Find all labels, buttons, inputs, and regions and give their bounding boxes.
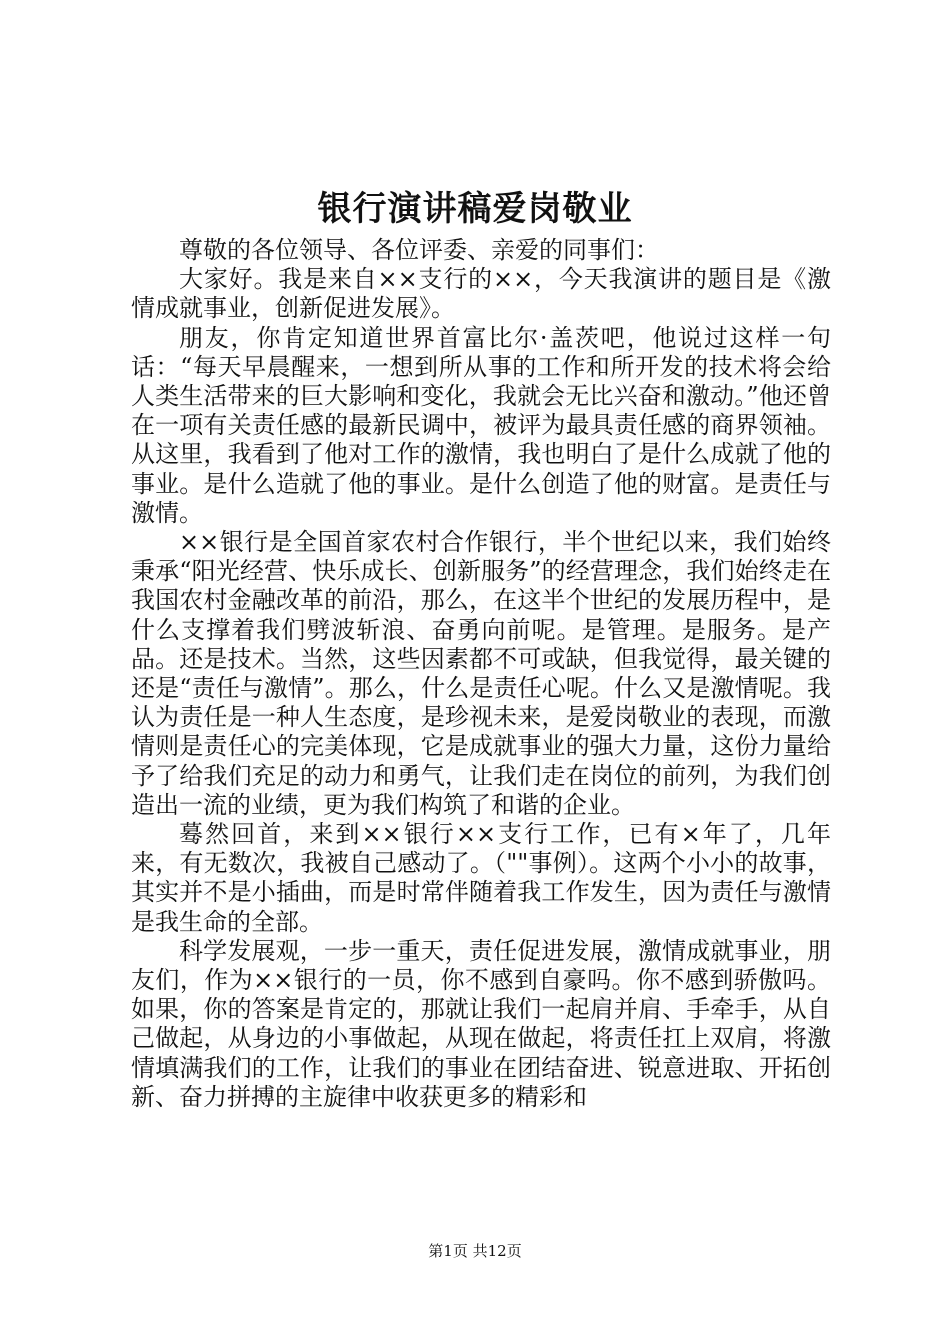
body-paragraph: ××银行是全国首家农村合作银行，半个世纪以来，我们始终秉承“阳光经营、快乐成长、创新服务”的经营理念，我们始终走在我国农村金融改革的前沿，那么，在这半个世纪的发展历程中，是什么支撑着我们劈波斩浪、奋勇向前呢。是管理。是服务。是产品。还是技术。当然，这些因素都不可或缺，但我觉得，最关键的还是“责任与激情”。那么，什么是责任心呢。什么又是激情呢。我认为责任是一种人生态度，是珍视未来，是爱岗敬业的表现，而激情则是责任心的完美体现，它是成就事业的强大力量，这份力量给予了给我们充足的动力和勇气，让我们走在岗位的前列，为我们创造出一流的业绩，更为我们构筑了和谐的企业。 <box>131 528 831 819</box>
document-body <box>131 236 831 1112</box>
page-number-footer: 第1页 共12页 <box>428 1242 522 1260</box>
body-paragraph: 朋友，你肯定知道世界首富比尔·盖茨吧，他说过这样一句话：“每天早晨醒来，一想到所从事的工作和所开发的技术将会给人类生活带来的巨大影响和变化，我就会无比兴奋和激动。”他还曾在一项有关责任感的最新民调中，被评为最具责任感的商界领袖。从这里，我看到了他对工作的激情，我也明白了是什么成就了他的事业。是什么造就了他的事业。是什么创造了他的财富。是责任与激情。 <box>131 323 831 527</box>
document-title: 银行演讲稿爱岗敬业 <box>317 189 633 229</box>
body-paragraph: 大家好。我是来自××支行的××，今天我演讲的题目是《激情成就事业，创新促进发展》。 <box>131 265 831 323</box>
body-paragraph: 蓦然回首，来到××银行××支行工作，已有×年了，几年来，有无数次，我被自己感动了。（""事例）。这两个小小的故事，其实并不是小插曲，而是时常伴随着我工作发生，因为责任与激情是我生命的全部。 <box>131 820 831 936</box>
body-paragraph: 科学发展观，一步一重天，责任促进发展，激情成就事业，朋友们，作为××银行的一员，你不感到自豪吗。你不感到骄傲吗。如果，你的答案是肯定的，那就让我们一起肩并肩、手牵手，从自己做起，从身边的小事做起，从现在做起，将责任扛上双肩，将激情填满我们的工作，让我们的事业在团结奋进、锐意进取、开拓创新、奋力拼搏的主旋律中收获更多的精彩和 <box>131 936 831 1111</box>
salutation-paragraph: 尊敬的各位领导、各位评委、亲爱的同事们： <box>179 236 659 264</box>
